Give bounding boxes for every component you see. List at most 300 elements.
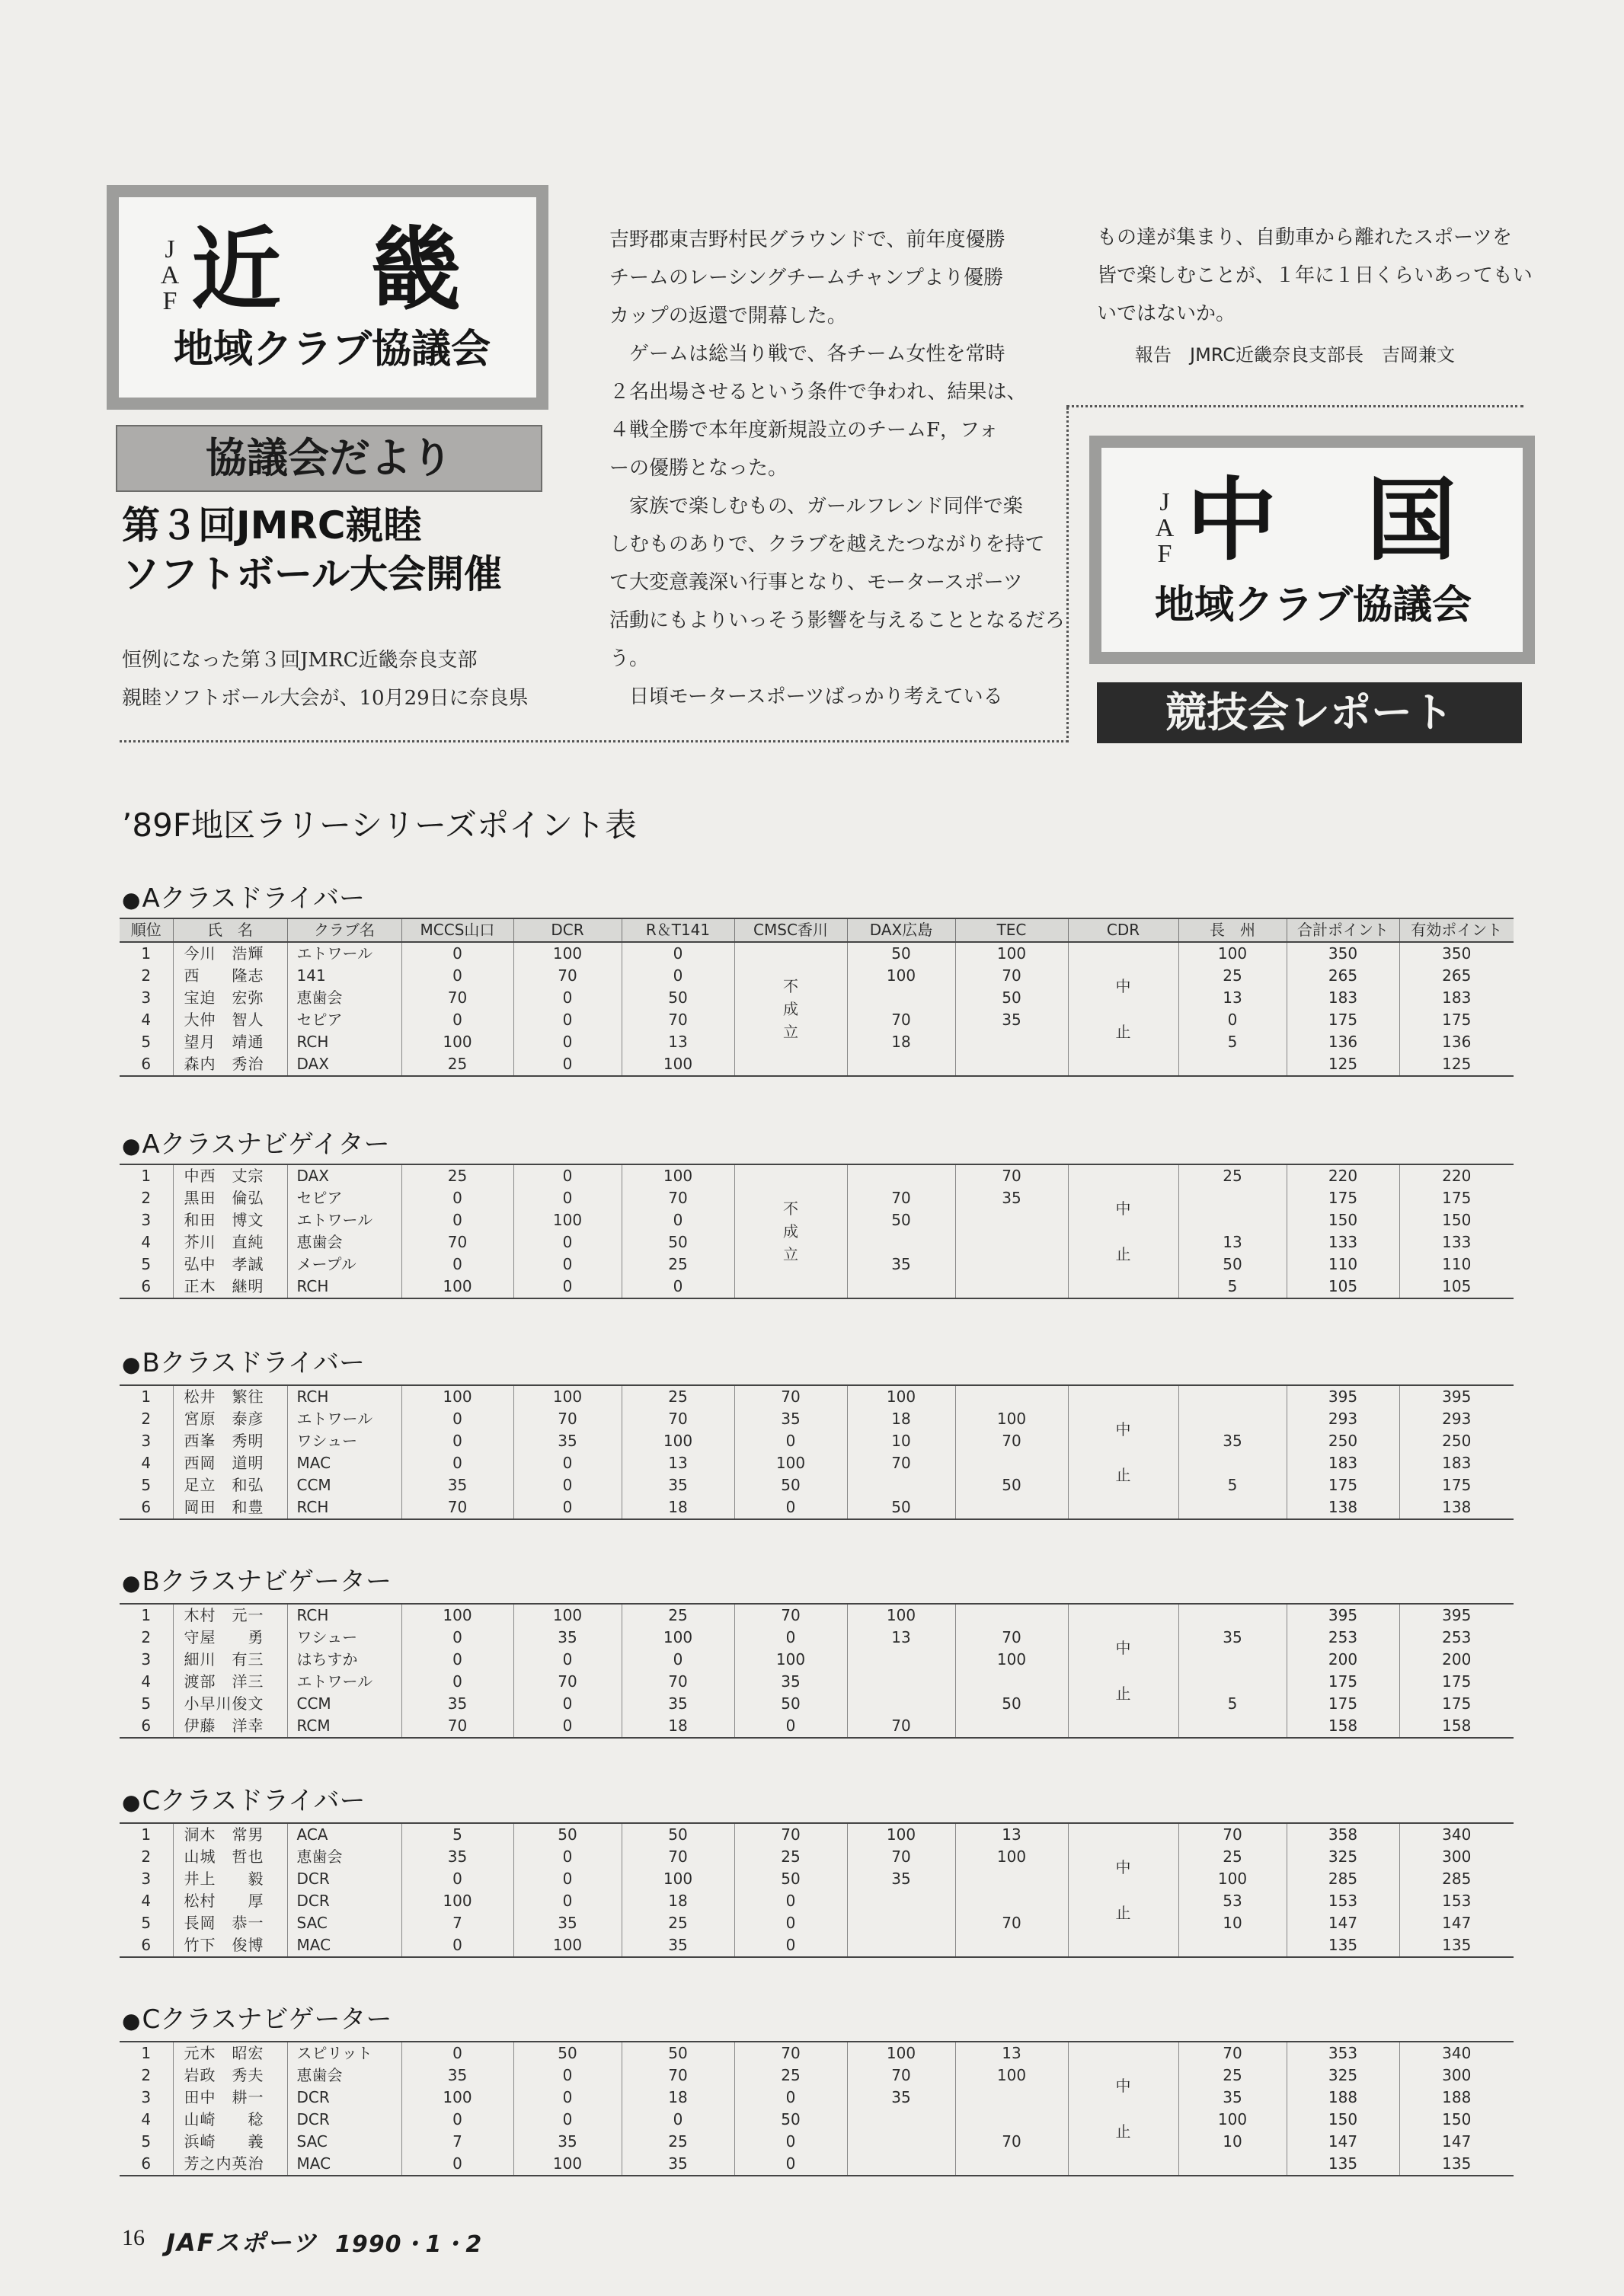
- club-cell: SAC: [287, 2131, 401, 2153]
- points-cell: 0: [734, 2153, 847, 2176]
- name-cell: 森内 秀治: [173, 1053, 287, 1076]
- points-cell: 35: [401, 1693, 513, 1715]
- name-cell: 西 隆志: [173, 965, 287, 987]
- effective-cell: 150: [1399, 1209, 1514, 1231]
- points-cell: 0: [401, 2153, 513, 2176]
- points-cell: 35: [734, 1408, 847, 1430]
- points-cell: 50: [513, 1823, 622, 1846]
- column-header: 長 州: [1178, 918, 1287, 942]
- club-cell: CCM: [287, 1693, 401, 1715]
- article-line: いではないか。: [1097, 302, 1236, 325]
- total-cell: 265: [1287, 965, 1399, 987]
- table-row: [120, 2064, 1514, 2087]
- points-cell: 35: [847, 2087, 955, 2109]
- points-cell: 70: [734, 2042, 847, 2064]
- points-cell: 5: [1178, 1276, 1287, 1298]
- club-cell: 恵歯会: [287, 1846, 401, 1868]
- table-row: [120, 1474, 1514, 1496]
- total-cell: 293: [1287, 1408, 1399, 1430]
- table-row: [120, 1649, 1514, 1671]
- club-cell: エトワール: [287, 1408, 401, 1430]
- points-cell: 100: [955, 1846, 1068, 1868]
- points-cell: 0: [401, 1430, 513, 1452]
- points-cell: 100: [955, 1408, 1068, 1430]
- name-cell: 芳之内英治: [173, 2153, 287, 2176]
- rank-cell: 6: [141, 1936, 152, 1954]
- divider-vertical: [1066, 407, 1069, 742]
- kinki-region-name: 近 畿: [191, 217, 462, 322]
- points-cell: 50: [734, 1868, 847, 1890]
- effective-cell: 110: [1399, 1253, 1514, 1276]
- points-cell: 70: [847, 1187, 955, 1209]
- total-cell: 175: [1287, 1187, 1399, 1209]
- points-cell: [847, 1890, 955, 1912]
- article-line: う。: [609, 647, 650, 670]
- points-cell: 70: [734, 1604, 847, 1627]
- not-held-cell: 不 成 立: [734, 1164, 847, 1298]
- name-cell: 岩政 秀夫: [173, 2064, 287, 2087]
- points-cell: [955, 1253, 1068, 1276]
- points-cell: [1178, 1209, 1287, 1231]
- points-cell: [847, 1053, 955, 1076]
- points-cell: 0: [734, 2087, 847, 2109]
- points-cell: 0: [401, 1408, 513, 1430]
- name-cell: 松井 繁往: [173, 1385, 287, 1408]
- effective-cell: 300: [1399, 1846, 1514, 1868]
- points-cell: [1178, 1671, 1287, 1693]
- points-cell: 10: [1178, 2131, 1287, 2153]
- points-cell: 13: [1178, 987, 1287, 1009]
- points-cell: 0: [734, 1627, 847, 1649]
- column-header: CMSC香川: [734, 918, 847, 942]
- kyogikai-report-banner: 競技会レポート: [1097, 682, 1522, 743]
- points-cell: 0: [734, 1934, 847, 1957]
- points-cell: 70: [847, 2064, 955, 2087]
- table-row: [120, 1430, 1514, 1452]
- rank-cell: 2: [141, 1847, 152, 1866]
- points-cell: 25: [401, 1164, 513, 1187]
- points-cell: 100: [955, 942, 1068, 965]
- cancelled-cell: 中 止: [1068, 1604, 1178, 1738]
- points-cell: [955, 2153, 1068, 2176]
- points-cell: 100: [401, 1890, 513, 1912]
- column-header: DCR: [513, 918, 622, 942]
- effective-cell: 265: [1399, 965, 1514, 987]
- points-cell: 7: [401, 2131, 513, 2153]
- total-cell: 325: [1287, 2064, 1399, 2087]
- rank-cell: 4: [141, 1892, 152, 1910]
- points-cell: 10: [847, 1430, 955, 1452]
- magazine-logo: JAFスポーツ: [166, 2228, 318, 2257]
- points-cell: 0: [622, 1209, 734, 1231]
- points-cell: 35: [513, 1430, 622, 1452]
- points-cell: 100: [401, 1276, 513, 1298]
- kinki-region-subtitle: 地域クラブ協議会: [174, 327, 491, 372]
- points-cell: 0: [513, 1187, 622, 1209]
- total-cell: 147: [1287, 2131, 1399, 2153]
- table-row: [120, 1627, 1514, 1649]
- points-cell: 70: [847, 1009, 955, 1031]
- article-line: ４戦全勝で本年度新規設立のチームF，フォ: [609, 419, 999, 442]
- name-cell: 正木 継明: [173, 1276, 287, 1298]
- article-line: ２名出場させるという条件で争われ、結果は、: [609, 381, 1027, 404]
- name-cell: 宝迫 宏弥: [173, 987, 287, 1009]
- points-cell: 35: [622, 2153, 734, 2176]
- section-title: ●Aクラスナビゲイター: [122, 1129, 390, 1160]
- table-row: [120, 1164, 1514, 1187]
- total-cell: 175: [1287, 1693, 1399, 1715]
- name-cell: 弘中 孝誠: [173, 1253, 287, 1276]
- name-cell: 芥川 直純: [173, 1231, 287, 1253]
- points-cell: 50: [955, 987, 1068, 1009]
- rank-cell: 5: [141, 1694, 152, 1713]
- points-cell: [955, 1276, 1068, 1298]
- total-cell: 153: [1287, 1890, 1399, 1912]
- points-cell: 70: [955, 965, 1068, 987]
- table-row: [120, 1693, 1514, 1715]
- name-cell: 井上 毅: [173, 1868, 287, 1890]
- effective-cell: 135: [1399, 2153, 1514, 2176]
- points-cell: 0: [734, 1715, 847, 1738]
- points-cell: 18: [622, 1890, 734, 1912]
- points-cell: 0: [622, 1649, 734, 1671]
- points-cell: 70: [1178, 1823, 1287, 1846]
- section-title: ●Aクラスドライバー: [122, 883, 365, 914]
- points-cell: 70: [955, 1430, 1068, 1452]
- table-header-row: [120, 918, 1514, 942]
- points-cell: 100: [1178, 2109, 1287, 2131]
- rank-cell: 3: [141, 2088, 152, 2106]
- club-cell: RCH: [287, 1031, 401, 1053]
- table-row: [120, 2087, 1514, 2109]
- name-cell: 宮原 泰彦: [173, 1408, 287, 1430]
- points-cell: 0: [401, 1671, 513, 1693]
- club-cell: エトワール: [287, 942, 401, 965]
- total-cell: 188: [1287, 2087, 1399, 2109]
- rank-cell: 4: [141, 1454, 152, 1472]
- club-cell: RCH: [287, 1276, 401, 1298]
- points-cell: 0: [734, 1430, 847, 1452]
- points-cell: [847, 1231, 955, 1253]
- points-cell: 13: [955, 1823, 1068, 1846]
- points-cell: [955, 1496, 1068, 1519]
- points-cell: 50: [955, 1474, 1068, 1496]
- points-cell: 0: [513, 1846, 622, 1868]
- rank-cell: 3: [141, 1211, 152, 1229]
- points-cell: 0: [734, 1912, 847, 1934]
- section-title: ●Bクラスドライバー: [122, 1348, 366, 1378]
- club-cell: スピリット: [287, 2042, 401, 2064]
- points-cell: 100: [622, 1868, 734, 1890]
- article-headline: 第３回JMRC親睦 ソフトボール大会開催: [122, 503, 502, 596]
- section-title: ●Cクラスナビゲーター: [122, 2004, 392, 2035]
- name-cell: 和田 博文: [173, 1209, 287, 1231]
- effective-cell: 175: [1399, 1474, 1514, 1496]
- points-cell: 50: [734, 2109, 847, 2131]
- points-cell: 25: [1178, 1846, 1287, 1868]
- points-cell: 70: [401, 987, 513, 1009]
- points-cell: 0: [513, 1868, 622, 1890]
- article-column-2: [609, 221, 1065, 716]
- points-cell: 5: [1178, 1693, 1287, 1715]
- points-cell: [847, 1693, 955, 1715]
- points-cell: 25: [622, 1912, 734, 1934]
- points-cell: 70: [734, 1385, 847, 1408]
- chugoku-region-name: 中 国: [1187, 468, 1457, 573]
- effective-cell: 105: [1399, 1276, 1514, 1298]
- points-cell: 18: [847, 1031, 955, 1053]
- article-line: もの達が集まり、自動車から離れたスポーツを: [1097, 226, 1512, 249]
- points-cell: 35: [955, 1187, 1068, 1209]
- name-cell: 洞木 常男: [173, 1823, 287, 1846]
- effective-cell: 135: [1399, 1934, 1514, 1957]
- points-cell: 100: [401, 1031, 513, 1053]
- table-row: [120, 1890, 1514, 1912]
- effective-cell: 150: [1399, 2109, 1514, 2131]
- points-cell: 70: [622, 1187, 734, 1209]
- points-cell: 0: [513, 1649, 622, 1671]
- effective-cell: 175: [1399, 1187, 1514, 1209]
- total-cell: 158: [1287, 1715, 1399, 1738]
- not-held-cell: 不 成 立: [734, 942, 847, 1076]
- points-cell: 70: [847, 1846, 955, 1868]
- total-cell: 358: [1287, 1823, 1399, 1846]
- points-cell: 0: [401, 1187, 513, 1209]
- points-cell: 0: [513, 1693, 622, 1715]
- effective-cell: 350: [1399, 942, 1514, 965]
- total-cell: 147: [1287, 1912, 1399, 1934]
- cancelled-cell: 中 止: [1068, 1823, 1178, 1957]
- points-cell: 0: [401, 1452, 513, 1474]
- rank-cell: 1: [120, 1604, 173, 1627]
- total-cell: 175: [1287, 1671, 1399, 1693]
- points-cell: [847, 1671, 955, 1693]
- article-line: て大変意義深い行事となり、モータースポーツ: [609, 571, 1023, 594]
- points-cell: 35: [622, 1693, 734, 1715]
- points-cell: 70: [401, 1715, 513, 1738]
- points-cell: 50: [622, 987, 734, 1009]
- points-cell: [955, 1385, 1068, 1408]
- points-cell: 0: [401, 1627, 513, 1649]
- points-cell: 50: [847, 942, 955, 965]
- cancelled-cell: 中 止: [1068, 942, 1178, 1076]
- points-cell: 70: [847, 1715, 955, 1738]
- points-cell: [1178, 1715, 1287, 1738]
- rank-cell: 2: [141, 966, 152, 985]
- effective-cell: 220: [1399, 1164, 1514, 1187]
- points-cell: 100: [955, 2064, 1068, 2087]
- article-line: 親睦ソフトボール大会が、10月29日に奈良県: [122, 687, 529, 710]
- total-cell: 395: [1287, 1385, 1399, 1408]
- club-cell: MAC: [287, 1934, 401, 1957]
- points-cell: 100: [847, 2042, 955, 2064]
- table-row: [120, 1934, 1514, 1957]
- total-cell: 105: [1287, 1276, 1399, 1298]
- points-cell: 35: [401, 1846, 513, 1868]
- club-cell: 恵歯会: [287, 987, 401, 1009]
- points-cell: 7: [401, 1912, 513, 1934]
- article-line: チームのレーシングチームチャンプより優勝: [609, 267, 1004, 289]
- points-cell: 100: [513, 1385, 622, 1408]
- points-cell: 0: [513, 2064, 622, 2087]
- club-cell: セピア: [287, 1009, 401, 1031]
- cancelled-cell: 中 止: [1068, 1164, 1178, 1298]
- effective-cell: 158: [1399, 1715, 1514, 1738]
- total-cell: 183: [1287, 1452, 1399, 1474]
- points-cell: 100: [622, 1053, 734, 1076]
- club-cell: DAX: [287, 1164, 401, 1187]
- points-cell: [1178, 1934, 1287, 1957]
- points-cell: 70: [401, 1231, 513, 1253]
- points-cell: 0: [401, 942, 513, 965]
- article-line: 日頃モータースポーツばっかり考えている: [609, 685, 1003, 708]
- column-header: 合計ポイント: [1287, 918, 1399, 942]
- points-cell: [955, 1031, 1068, 1053]
- points-cell: [847, 2109, 955, 2131]
- points-cell: 35: [513, 1912, 622, 1934]
- total-cell: 253: [1287, 1627, 1399, 1649]
- club-cell: MAC: [287, 1452, 401, 1474]
- points-cell: 0: [734, 2131, 847, 2153]
- club-cell: メープル: [287, 1253, 401, 1276]
- club-cell: MAC: [287, 2153, 401, 2176]
- club-cell: セピア: [287, 1187, 401, 1209]
- points-cell: [955, 1934, 1068, 1957]
- points-cell: 13: [622, 1452, 734, 1474]
- effective-cell: 200: [1399, 1649, 1514, 1671]
- name-cell: 足立 和弘: [173, 1474, 287, 1496]
- article-line: カップの返還で開幕した。: [609, 305, 847, 327]
- article-line: しむものありで、クラブを越えたつながりを持て: [609, 533, 1045, 556]
- points-cell: [847, 1649, 955, 1671]
- total-cell: 220: [1287, 1164, 1399, 1187]
- club-cell: RCH: [287, 1604, 401, 1627]
- table-row: [120, 1604, 1514, 1627]
- table-row: [120, 1912, 1514, 1934]
- points-cell: 13: [622, 1031, 734, 1053]
- club-cell: DAX: [287, 1053, 401, 1076]
- points-cell: 35: [622, 1934, 734, 1957]
- club-cell: ACA: [287, 1823, 401, 1846]
- article-line: 吉野郡東吉野村民グラウンドで、前年度優勝: [609, 228, 1005, 251]
- effective-cell: 138: [1399, 1496, 1514, 1519]
- points-cell: 100: [513, 2153, 622, 2176]
- name-cell: 小早川俊文: [173, 1693, 287, 1715]
- effective-cell: 253: [1399, 1627, 1514, 1649]
- club-cell: エトワール: [287, 1671, 401, 1693]
- points-cell: 25: [1178, 965, 1287, 987]
- effective-cell: 340: [1399, 2042, 1514, 2064]
- points-cell: 0: [513, 2087, 622, 2109]
- name-cell: 西峯 秀明: [173, 1430, 287, 1452]
- club-cell: DCR: [287, 2087, 401, 2109]
- table-row: [120, 942, 1514, 965]
- points-cell: [1178, 1452, 1287, 1474]
- effective-cell: 300: [1399, 2064, 1514, 2087]
- total-cell: 175: [1287, 1009, 1399, 1031]
- points-cell: 0: [513, 1496, 622, 1519]
- points-cell: 0: [734, 1496, 847, 1519]
- name-cell: 田中 耕一: [173, 2087, 287, 2109]
- points-table-a-navigator: [120, 1164, 1514, 1299]
- name-cell: 守屋 勇: [173, 1627, 287, 1649]
- points-cell: [847, 1474, 955, 1496]
- rank-cell: 2: [141, 2066, 152, 2084]
- rank-cell: 2: [141, 1628, 152, 1646]
- points-cell: [1178, 1053, 1287, 1076]
- points-cell: 0: [513, 1474, 622, 1496]
- rank-cell: 5: [141, 2132, 152, 2151]
- points-cell: 70: [847, 1452, 955, 1474]
- effective-cell: 395: [1399, 1604, 1514, 1627]
- points-cell: 0: [622, 1276, 734, 1298]
- effective-cell: 136: [1399, 1031, 1514, 1053]
- points-cell: 53: [1178, 1890, 1287, 1912]
- points-cell: 100: [734, 1452, 847, 1474]
- club-cell: RCH: [287, 1385, 401, 1408]
- points-cell: 100: [622, 1627, 734, 1649]
- points-cell: 25: [401, 1053, 513, 1076]
- name-cell: 西岡 道明: [173, 1452, 287, 1474]
- points-cell: 35: [513, 1627, 622, 1649]
- effective-cell: 175: [1399, 1693, 1514, 1715]
- points-cell: 70: [622, 1408, 734, 1430]
- points-cell: 18: [847, 1408, 955, 1430]
- points-cell: 100: [734, 1649, 847, 1671]
- points-cell: 70: [955, 1164, 1068, 1187]
- effective-cell: 175: [1399, 1671, 1514, 1693]
- name-cell: 山城 哲也: [173, 1846, 287, 1868]
- points-cell: 25: [622, 1385, 734, 1408]
- series-title: ’89F地区ラリーシリーズポイント表: [122, 806, 638, 844]
- total-cell: 250: [1287, 1430, 1399, 1452]
- points-cell: [955, 1671, 1068, 1693]
- points-cell: 0: [401, 2042, 513, 2064]
- points-cell: 5: [401, 1823, 513, 1846]
- points-cell: 0: [513, 1231, 622, 1253]
- points-cell: 100: [1178, 1868, 1287, 1890]
- club-cell: 恵歯会: [287, 1231, 401, 1253]
- points-table-b-navigator: [120, 1603, 1514, 1739]
- points-cell: [955, 1231, 1068, 1253]
- points-cell: 5: [1178, 1474, 1287, 1496]
- points-cell: [955, 1868, 1068, 1890]
- points-cell: [1178, 1408, 1287, 1430]
- points-cell: 35: [734, 1671, 847, 1693]
- table-row: [120, 1846, 1514, 1868]
- column-header: 氏 名: [173, 918, 287, 942]
- points-cell: 100: [847, 1823, 955, 1846]
- points-cell: 70: [622, 1009, 734, 1031]
- jaf-vertical-letters: J A F: [160, 235, 180, 315]
- points-cell: [955, 1053, 1068, 1076]
- effective-cell: 188: [1399, 2087, 1514, 2109]
- points-cell: 70: [513, 1671, 622, 1693]
- points-cell: 35: [513, 2131, 622, 2153]
- divider-article-bottom: [120, 740, 1068, 742]
- column-header: 順位: [120, 918, 173, 942]
- article-column-3: [1097, 219, 1533, 333]
- table-row: [120, 2109, 1514, 2131]
- effective-cell: 125: [1399, 1053, 1514, 1076]
- points-cell: 100: [401, 1385, 513, 1408]
- rank-cell: 4: [141, 2110, 152, 2128]
- total-cell: 135: [1287, 1934, 1399, 1957]
- points-cell: 70: [734, 1823, 847, 1846]
- points-cell: [1178, 1496, 1287, 1519]
- points-cell: 50: [622, 1231, 734, 1253]
- points-cell: 100: [513, 1604, 622, 1627]
